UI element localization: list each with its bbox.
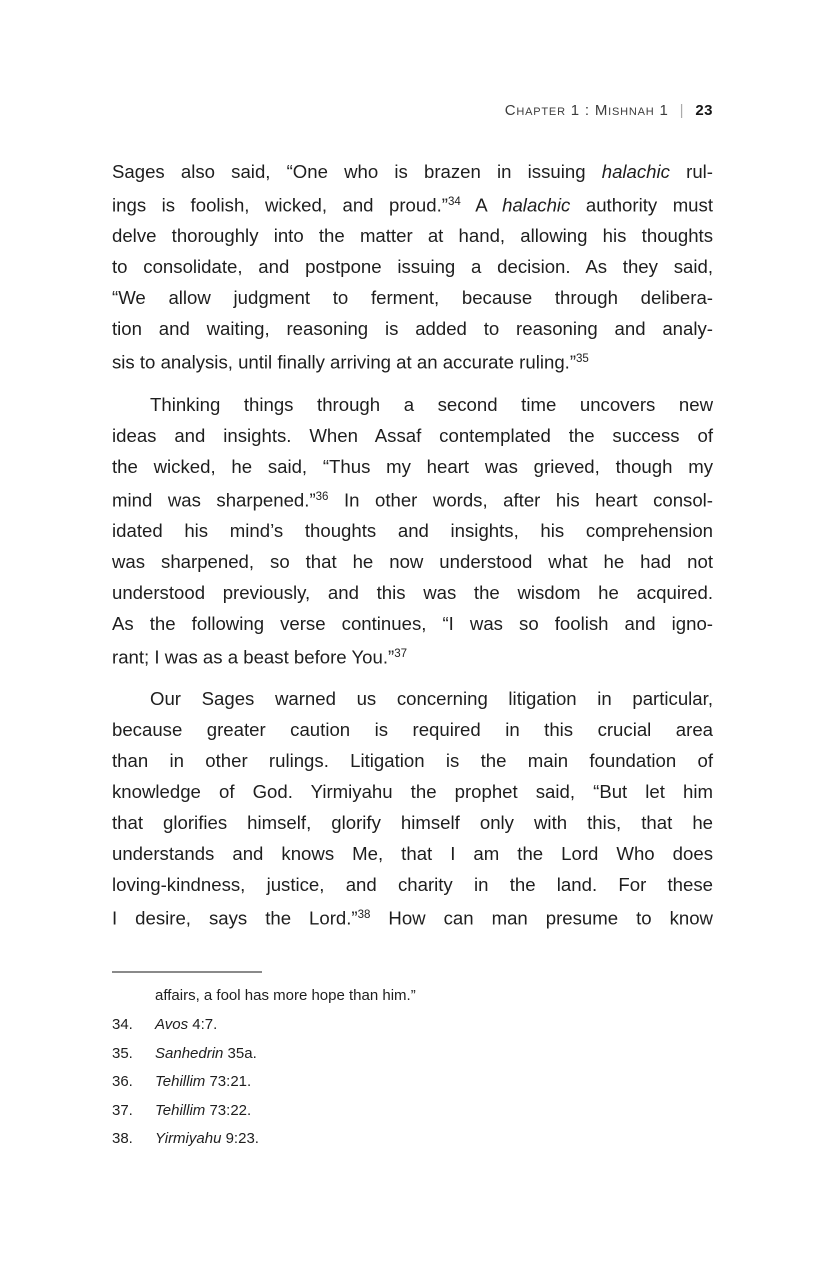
text-segment: A	[460, 194, 503, 216]
footnote-item	[112, 1072, 713, 1092]
footnote-source: Sanhedrin	[155, 1044, 224, 1062]
text-segment: rant; I was as a beast before You.”	[112, 646, 395, 668]
text-segment: because greater caution is required in this crucial area	[112, 719, 713, 741]
text-line	[112, 639, 713, 672]
footnote-marker: 37	[394, 647, 407, 660]
text-line	[112, 608, 713, 639]
footnote-reference: 73:21.	[205, 1073, 252, 1090]
text-segment: idated his mind’s thoughts and insights, his comprehension	[112, 519, 713, 541]
footnote-marker: 38	[357, 909, 371, 922]
text-segment: than in other rulings. Litigation is the main foundation of	[112, 750, 713, 772]
footnote-text	[155, 1015, 217, 1035]
text-line	[112, 313, 713, 344]
page-header	[112, 102, 713, 119]
page-number: 23	[695, 102, 713, 119]
text-segment: ings is foolish, wicked, and proud.”	[112, 194, 448, 216]
text-segment: Thinking things through a second time uncovers new	[150, 393, 713, 415]
footnote-number: 36.	[112, 1073, 133, 1090]
text-line	[112, 282, 713, 313]
footnote-marker: 34	[447, 196, 461, 208]
text-segment: rul-	[669, 161, 713, 182]
running-head: Chapter 1 : Mishnah 1	[504, 102, 669, 119]
footnote-number: 34.	[112, 1016, 133, 1033]
text-line	[112, 220, 713, 251]
text-segment: delve thoroughly into the matter at hand, allowing his thoughts	[112, 225, 713, 247]
footnote-item	[112, 1015, 713, 1035]
text-line	[112, 389, 713, 420]
text-line	[112, 807, 713, 838]
footnote-number: 35.	[112, 1044, 133, 1062]
footnote-source: Tehillim	[155, 1101, 206, 1119]
footnote-marker: 35	[576, 353, 589, 366]
text-line	[112, 420, 713, 451]
text-segment: Sages also said, “One who is brazen in issuing	[112, 161, 602, 182]
text-line	[112, 714, 713, 745]
text-line	[112, 156, 713, 187]
text-segment: sis to analysis, until finally arriving at an accurate ruling.”	[112, 351, 577, 373]
footnote-continuation: affairs, a fool has more hope than him.”	[155, 987, 416, 1004]
text-segment: ideas and insights. When Assaf contemplated the success of	[112, 424, 713, 446]
text-line	[112, 344, 713, 377]
text-line	[112, 745, 713, 776]
text-line	[112, 251, 713, 282]
footnote-marker: 36	[315, 490, 329, 503]
footnote-reference: 73:22.	[205, 1101, 252, 1119]
paragraph	[112, 389, 713, 673]
text-segment: In other words, after his heart consol-	[328, 488, 714, 510]
text-line	[112, 869, 713, 900]
header-separator: |	[679, 102, 685, 119]
footnote-source: Avos	[155, 1016, 189, 1033]
footnote-rule	[112, 971, 262, 973]
footnote-item	[112, 1101, 713, 1121]
footnotes-section	[112, 971, 713, 1158]
text-line	[112, 451, 713, 482]
text-segment: As the following verse continues, “I was so foolish and igno-	[112, 612, 713, 634]
text-segment: the wicked, he said, “Thus my heart was grieved, though my	[112, 455, 713, 477]
text-line	[112, 482, 713, 515]
text-segment: Our Sages warned us concerning litigation in particular,	[150, 688, 713, 710]
text-segment: to consolidate, and postpone issuing a decision. As they said,	[112, 256, 713, 278]
text-segment: authority must	[570, 194, 713, 216]
text-line	[112, 187, 713, 220]
footnote-text	[155, 1129, 259, 1149]
body-text	[112, 156, 713, 945]
text-segment: was sharpened, so that he now understood what he had not	[112, 550, 713, 572]
italic-term: halachic	[601, 161, 670, 182]
footnote-reference: 9:23.	[221, 1130, 259, 1147]
text-line	[112, 577, 713, 608]
text-line	[112, 683, 713, 714]
text-segment: tion and waiting, reasoning is added to reasoning and analy-	[112, 318, 713, 340]
text-segment: that glorifies himself, glorify himself only with this, that he	[112, 812, 713, 834]
footnote-reference: 4:7.	[188, 1016, 218, 1033]
footnote-text	[155, 1044, 257, 1064]
text-line	[112, 546, 713, 577]
text-segment: How can man presume to know	[370, 907, 713, 929]
footnote-text	[155, 1072, 251, 1092]
text-segment: mind was sharpened.”	[112, 488, 316, 510]
text-line	[112, 515, 713, 546]
text-segment: understood previously, and this was the wisdom he acquired.	[112, 581, 713, 603]
text-line	[112, 838, 713, 869]
footnote-item	[112, 1044, 713, 1064]
footnote-source: Tehillim	[155, 1073, 206, 1090]
text-segment: I desire, says the Lord.”	[112, 907, 358, 929]
text-segment: loving-kindness, justice, and charity in the land. For these	[112, 874, 713, 896]
italic-term: halachic	[502, 194, 571, 216]
footnote-item	[112, 1129, 713, 1149]
footnote-text	[155, 1101, 251, 1121]
text-segment: “We allow judgment to ferment, because through delibera-	[112, 287, 713, 309]
text-segment: understands and knows Me, that I am the Lord Who does	[112, 843, 713, 865]
footnote-number: 38.	[112, 1130, 133, 1147]
paragraph	[112, 683, 713, 933]
text-line	[112, 776, 713, 807]
footnote-reference: 35a.	[223, 1044, 257, 1062]
text-segment: knowledge of God. Yirmiyahu the prophet said, “But let him	[112, 781, 713, 803]
footnote-source: Yirmiyahu	[155, 1130, 222, 1147]
footnote-number: 37.	[112, 1101, 133, 1119]
paragraph	[112, 156, 713, 378]
footnote-list	[112, 1015, 713, 1149]
text-line	[112, 900, 713, 933]
